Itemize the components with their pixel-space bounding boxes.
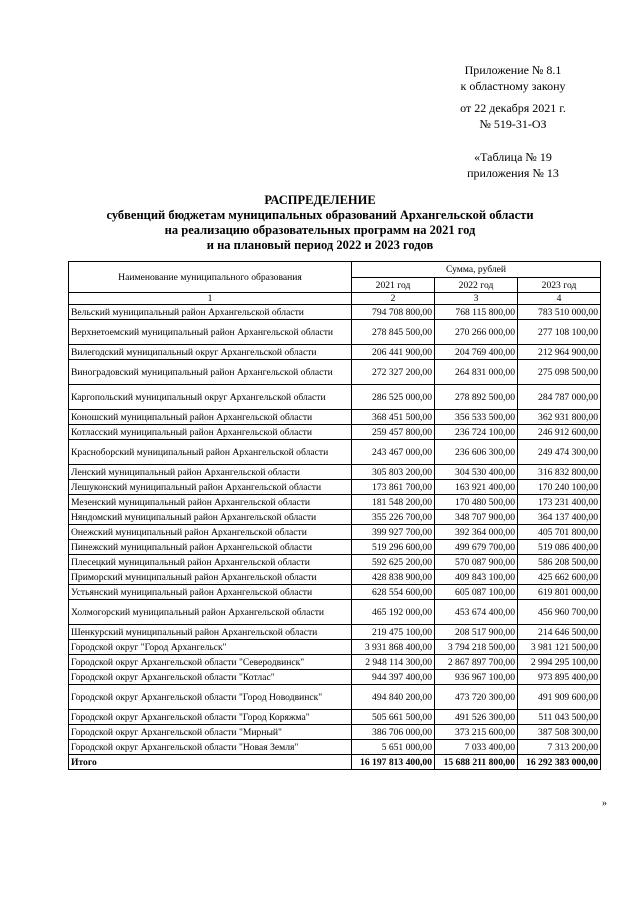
municipality-name: Котласский муниципальный район Архангельской области <box>69 425 352 440</box>
value-2022: 208 517 900,00 <box>435 625 518 640</box>
table-row <box>69 360 601 385</box>
value-2021: 505 661 500,00 <box>352 710 435 725</box>
table-row <box>69 480 601 495</box>
title-line: на реализацию образовательных программ на 2021 год <box>164 223 476 237</box>
value-2022: 2 867 897 700,00 <box>435 655 518 670</box>
value-2022: 236 724 100,00 <box>435 425 518 440</box>
total-2023: 16 292 383 000,00 <box>518 755 601 770</box>
value-2022: 163 921 400,00 <box>435 480 518 495</box>
table-row <box>69 525 601 540</box>
value-2023: 173 231 400,00 <box>518 495 601 510</box>
document-title <box>60 193 580 253</box>
municipality-name: Лешуконский муниципальный район Архангельской области <box>69 480 352 495</box>
table-row <box>69 510 601 525</box>
value-2023: 3 981 121 500,00 <box>518 640 601 655</box>
value-2023: 973 895 400,00 <box>518 670 601 685</box>
value-2022: 491 526 300,00 <box>435 710 518 725</box>
total-row <box>69 755 601 770</box>
appendix-header <box>440 63 586 181</box>
value-2021: 794 708 800,00 <box>352 305 435 320</box>
municipality-name: Мезенский муниципальный район Архангельской области <box>69 495 352 510</box>
value-2021: 305 803 200,00 <box>352 465 435 480</box>
value-2021: 272 327 200,00 <box>352 360 435 385</box>
value-2021: 259 457 800,00 <box>352 425 435 440</box>
table-row <box>69 385 601 410</box>
municipality-name: Красноборский муниципальный район Архангельской области <box>69 440 352 465</box>
value-2022: 605 087 100,00 <box>435 585 518 600</box>
value-2021: 519 296 600,00 <box>352 540 435 555</box>
value-2022: 7 033 400,00 <box>435 740 518 755</box>
value-2021: 628 554 600,00 <box>352 585 435 600</box>
value-2021: 399 927 700,00 <box>352 525 435 540</box>
table-row <box>69 600 601 625</box>
municipality-name: Городской округ "Город Архангельск" <box>69 640 352 655</box>
value-2023: 275 098 500,00 <box>518 360 601 385</box>
title-line: субвенций бюджетам муниципальных образований Архангельской области <box>106 208 534 222</box>
title-line: РАСПРЕДЕЛЕНИЕ <box>264 193 376 207</box>
municipality-name: Верхнетоемский муниципальный район Архангельской области <box>69 320 352 345</box>
municipality-name: Шенкурский муниципальный район Архангельской области <box>69 625 352 640</box>
value-2022: 304 530 400,00 <box>435 465 518 480</box>
title-line: и на плановый период 2022 и 2023 годов <box>206 238 434 252</box>
value-2021: 592 625 200,00 <box>352 555 435 570</box>
municipality-name: Городской округ Архангельской области "Котлас" <box>69 670 352 685</box>
municipality-name: Виноградовский муниципальный район Архангельской области <box>69 360 352 385</box>
value-2021: 355 226 700,00 <box>352 510 435 525</box>
appendix-line: Приложение № 8.1 <box>464 63 562 77</box>
value-2023: 364 137 400,00 <box>518 510 601 525</box>
total-2022: 15 688 211 800,00 <box>435 755 518 770</box>
table-row <box>69 685 601 710</box>
header-sum-cell: Сумма, рублей <box>352 262 601 278</box>
value-2021: 243 467 000,00 <box>352 440 435 465</box>
header-name-cell: Наименование муниципального образования <box>69 262 352 293</box>
municipality-name: Холмогорский муниципальный район Архангельской области <box>69 600 352 625</box>
value-2022: 768 115 800,00 <box>435 305 518 320</box>
value-2022: 204 769 400,00 <box>435 345 518 360</box>
value-2023: 619 801 000,00 <box>518 585 601 600</box>
value-2023: 246 912 600,00 <box>518 425 601 440</box>
table-row <box>69 625 601 640</box>
value-2023: 316 832 800,00 <box>518 465 601 480</box>
value-2023: 511 043 500,00 <box>518 710 601 725</box>
value-2023: 7 313 200,00 <box>518 740 601 755</box>
value-2021: 181 548 200,00 <box>352 495 435 510</box>
table-row <box>69 585 601 600</box>
value-2022: 348 707 900,00 <box>435 510 518 525</box>
municipality-name: Вилегодский муниципальный округ Архангельской области <box>69 345 352 360</box>
value-2023: 170 240 100,00 <box>518 480 601 495</box>
value-2022: 499 679 700,00 <box>435 540 518 555</box>
column-number-cell: 3 <box>435 293 518 305</box>
value-2023: 783 510 000,00 <box>518 305 601 320</box>
header-row <box>69 262 601 278</box>
value-2023: 387 508 300,00 <box>518 725 601 740</box>
appendix-line: «Таблица № 19 <box>474 150 552 164</box>
value-2021: 5 651 000,00 <box>352 740 435 755</box>
municipality-name: Городской округ Архангельской области "Северодвинск" <box>69 655 352 670</box>
value-2022: 236 606 300,00 <box>435 440 518 465</box>
table-row <box>69 555 601 570</box>
table-row <box>69 655 601 670</box>
value-2021: 386 706 000,00 <box>352 725 435 740</box>
table-row <box>69 410 601 425</box>
year-cell: 2022 год <box>435 278 518 293</box>
value-2023: 2 994 295 100,00 <box>518 655 601 670</box>
value-2021: 3 931 868 400,00 <box>352 640 435 655</box>
value-2021: 2 948 114 300,00 <box>352 655 435 670</box>
value-2022: 270 266 000,00 <box>435 320 518 345</box>
value-2023: 586 208 500,00 <box>518 555 601 570</box>
table-row <box>69 305 601 320</box>
value-2022: 264 831 000,00 <box>435 360 518 385</box>
table-row <box>69 725 601 740</box>
municipality-name: Каргопольский муниципальный округ Архангельской области <box>69 385 352 410</box>
value-2021: 494 840 200,00 <box>352 685 435 710</box>
year-cell: 2021 год <box>352 278 435 293</box>
closing-quote: » <box>602 798 607 809</box>
value-2021: 286 525 000,00 <box>352 385 435 410</box>
municipality-name: Онежский муниципальный район Архангельской области <box>69 525 352 540</box>
value-2022: 356 533 500,00 <box>435 410 518 425</box>
municipality-name: Плесецкий муниципальный район Архангельской области <box>69 555 352 570</box>
table-row <box>69 640 601 655</box>
value-2023: 405 701 800,00 <box>518 525 601 540</box>
value-2021: 428 838 900,00 <box>352 570 435 585</box>
municipality-name: Няндомский муниципальный район Архангельской области <box>69 510 352 525</box>
municipality-name: Ленский муниципальный район Архангельской области <box>69 465 352 480</box>
value-2021: 206 441 900,00 <box>352 345 435 360</box>
year-cell: 2023 год <box>518 278 601 293</box>
column-number-cell: 4 <box>518 293 601 305</box>
value-2022: 409 843 100,00 <box>435 570 518 585</box>
municipality-name: Приморский муниципальный район Архангельской области <box>69 570 352 585</box>
value-2021: 278 845 500,00 <box>352 320 435 345</box>
table-row <box>69 570 601 585</box>
value-2023: 425 662 600,00 <box>518 570 601 585</box>
value-2023: 362 931 800,00 <box>518 410 601 425</box>
distribution-table <box>68 261 601 770</box>
table-row <box>69 495 601 510</box>
table-row <box>69 465 601 480</box>
value-2023: 284 787 000,00 <box>518 385 601 410</box>
column-number-cell: 2 <box>352 293 435 305</box>
value-2022: 392 364 000,00 <box>435 525 518 540</box>
value-2022: 570 087 900,00 <box>435 555 518 570</box>
table-row <box>69 345 601 360</box>
value-2021: 219 475 100,00 <box>352 625 435 640</box>
value-2023: 212 964 900,00 <box>518 345 601 360</box>
municipality-name: Городской округ Архангельской области "Мирный" <box>69 725 352 740</box>
value-2022: 373 215 600,00 <box>435 725 518 740</box>
municipality-name: Пинежский муниципальный район Архангельской области <box>69 540 352 555</box>
municipality-name: Городской округ Архангельской области "Город Новодвинск" <box>69 685 352 710</box>
table-row <box>69 540 601 555</box>
municipality-name: Городской округ Архангельской области "Новая Земля" <box>69 740 352 755</box>
table-row <box>69 425 601 440</box>
municipality-name: Коношский муниципальный район Архангельской области <box>69 410 352 425</box>
appendix-line: от 22 декабря 2021 г. <box>460 101 566 115</box>
municipality-name: Городской округ Архангельской области "Город Коряжма" <box>69 710 352 725</box>
table-row <box>69 670 601 685</box>
total-2021: 16 197 813 400,00 <box>352 755 435 770</box>
value-2023: 277 108 100,00 <box>518 320 601 345</box>
value-2023: 456 960 700,00 <box>518 600 601 625</box>
value-2022: 278 892 500,00 <box>435 385 518 410</box>
value-2021: 368 451 500,00 <box>352 410 435 425</box>
value-2021: 173 861 700,00 <box>352 480 435 495</box>
municipality-name: Устьянский муниципальный район Архангельской области <box>69 585 352 600</box>
table-row <box>69 710 601 725</box>
value-2022: 936 967 100,00 <box>435 670 518 685</box>
appendix-line: № 519-31-ОЗ <box>479 116 547 131</box>
value-2023: 519 086 400,00 <box>518 540 601 555</box>
value-2022: 473 720 300,00 <box>435 685 518 710</box>
table-row <box>69 440 601 465</box>
appendix-line: к областному закону <box>460 78 566 93</box>
value-2023: 249 474 300,00 <box>518 440 601 465</box>
table-row <box>69 740 601 755</box>
value-2021: 944 397 400,00 <box>352 670 435 685</box>
value-2022: 453 674 400,00 <box>435 600 518 625</box>
appendix-line: приложения № 13 <box>467 165 559 180</box>
value-2022: 3 794 218 500,00 <box>435 640 518 655</box>
column-numbers-row <box>69 293 601 305</box>
value-2023: 214 646 500,00 <box>518 625 601 640</box>
municipality-name: Вельский муниципальный район Архангельской области <box>69 305 352 320</box>
value-2023: 491 909 600,00 <box>518 685 601 710</box>
total-label: Итого <box>69 755 352 770</box>
table-row <box>69 320 601 345</box>
column-number-cell: 1 <box>69 293 352 305</box>
value-2021: 465 192 000,00 <box>352 600 435 625</box>
value-2022: 170 480 500,00 <box>435 495 518 510</box>
